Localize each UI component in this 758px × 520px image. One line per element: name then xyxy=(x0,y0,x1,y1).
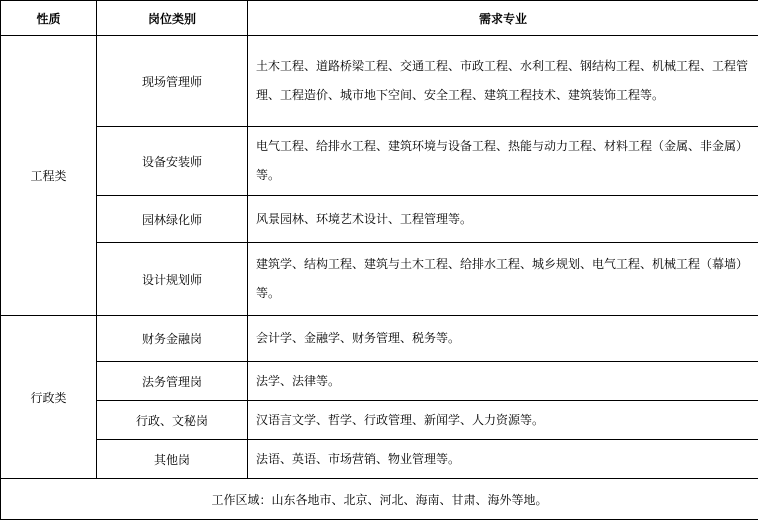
table-row xyxy=(1,316,758,362)
table-row xyxy=(1,440,758,479)
majors-cell: 土木工程、道路桥梁工程、交通工程、市政工程、水利工程、钢结构工程、机械工程、工程管理、工程造价、城市地下空间、安全工程、建筑工程技术、建筑装饰工程等。 xyxy=(248,36,758,127)
category-engineering: 工程类 xyxy=(1,36,97,316)
post-cell: 行政、文秘岗 xyxy=(97,401,248,440)
majors-cell: 法语、英语、市场营销、物业管理等。 xyxy=(248,440,758,479)
post-cell: 其他岗 xyxy=(97,440,248,479)
majors-cell: 汉语言文学、哲学、行政管理、新闻学、人力资源等。 xyxy=(248,401,758,440)
post-cell: 法务管理岗 xyxy=(97,362,248,401)
majors-cell: 会计学、金融学、财务管理、税务等。 xyxy=(248,316,758,362)
header-post-type: 岗位类别 xyxy=(97,1,248,36)
table-row xyxy=(1,362,758,401)
table-row xyxy=(1,196,758,243)
majors-cell: 电气工程、给排水工程、建筑环境与设备工程、热能与动力工程、材料工程（金属、非金属）等。 xyxy=(248,127,758,196)
header-nature: 性质 xyxy=(1,1,97,36)
table-row xyxy=(1,401,758,440)
post-cell: 园林绿化师 xyxy=(97,196,248,243)
majors-cell: 风景园林、环境艺术设计、工程管理等。 xyxy=(248,196,758,243)
category-admin: 行政类 xyxy=(1,316,97,479)
header-row xyxy=(1,1,758,36)
header-majors: 需求专业 xyxy=(248,1,758,36)
table-row xyxy=(1,36,758,127)
post-cell: 设备安装师 xyxy=(97,127,248,196)
majors-cell: 法学、法律等。 xyxy=(248,362,758,401)
majors-cell: 建筑学、结构工程、建筑与土木工程、给排水工程、城乡规划、电气工程、机械工程（幕墙）等。 xyxy=(248,243,758,316)
post-cell: 现场管理师 xyxy=(97,36,248,127)
table-row xyxy=(1,243,758,316)
post-cell: 设计规划师 xyxy=(97,243,248,316)
footer-row xyxy=(1,479,758,520)
work-area-note: 工作区域：山东各地市、北京、河北、海南、甘肃、海外等地。 xyxy=(1,479,758,520)
post-cell: 财务金融岗 xyxy=(97,316,248,362)
table-row xyxy=(1,127,758,196)
